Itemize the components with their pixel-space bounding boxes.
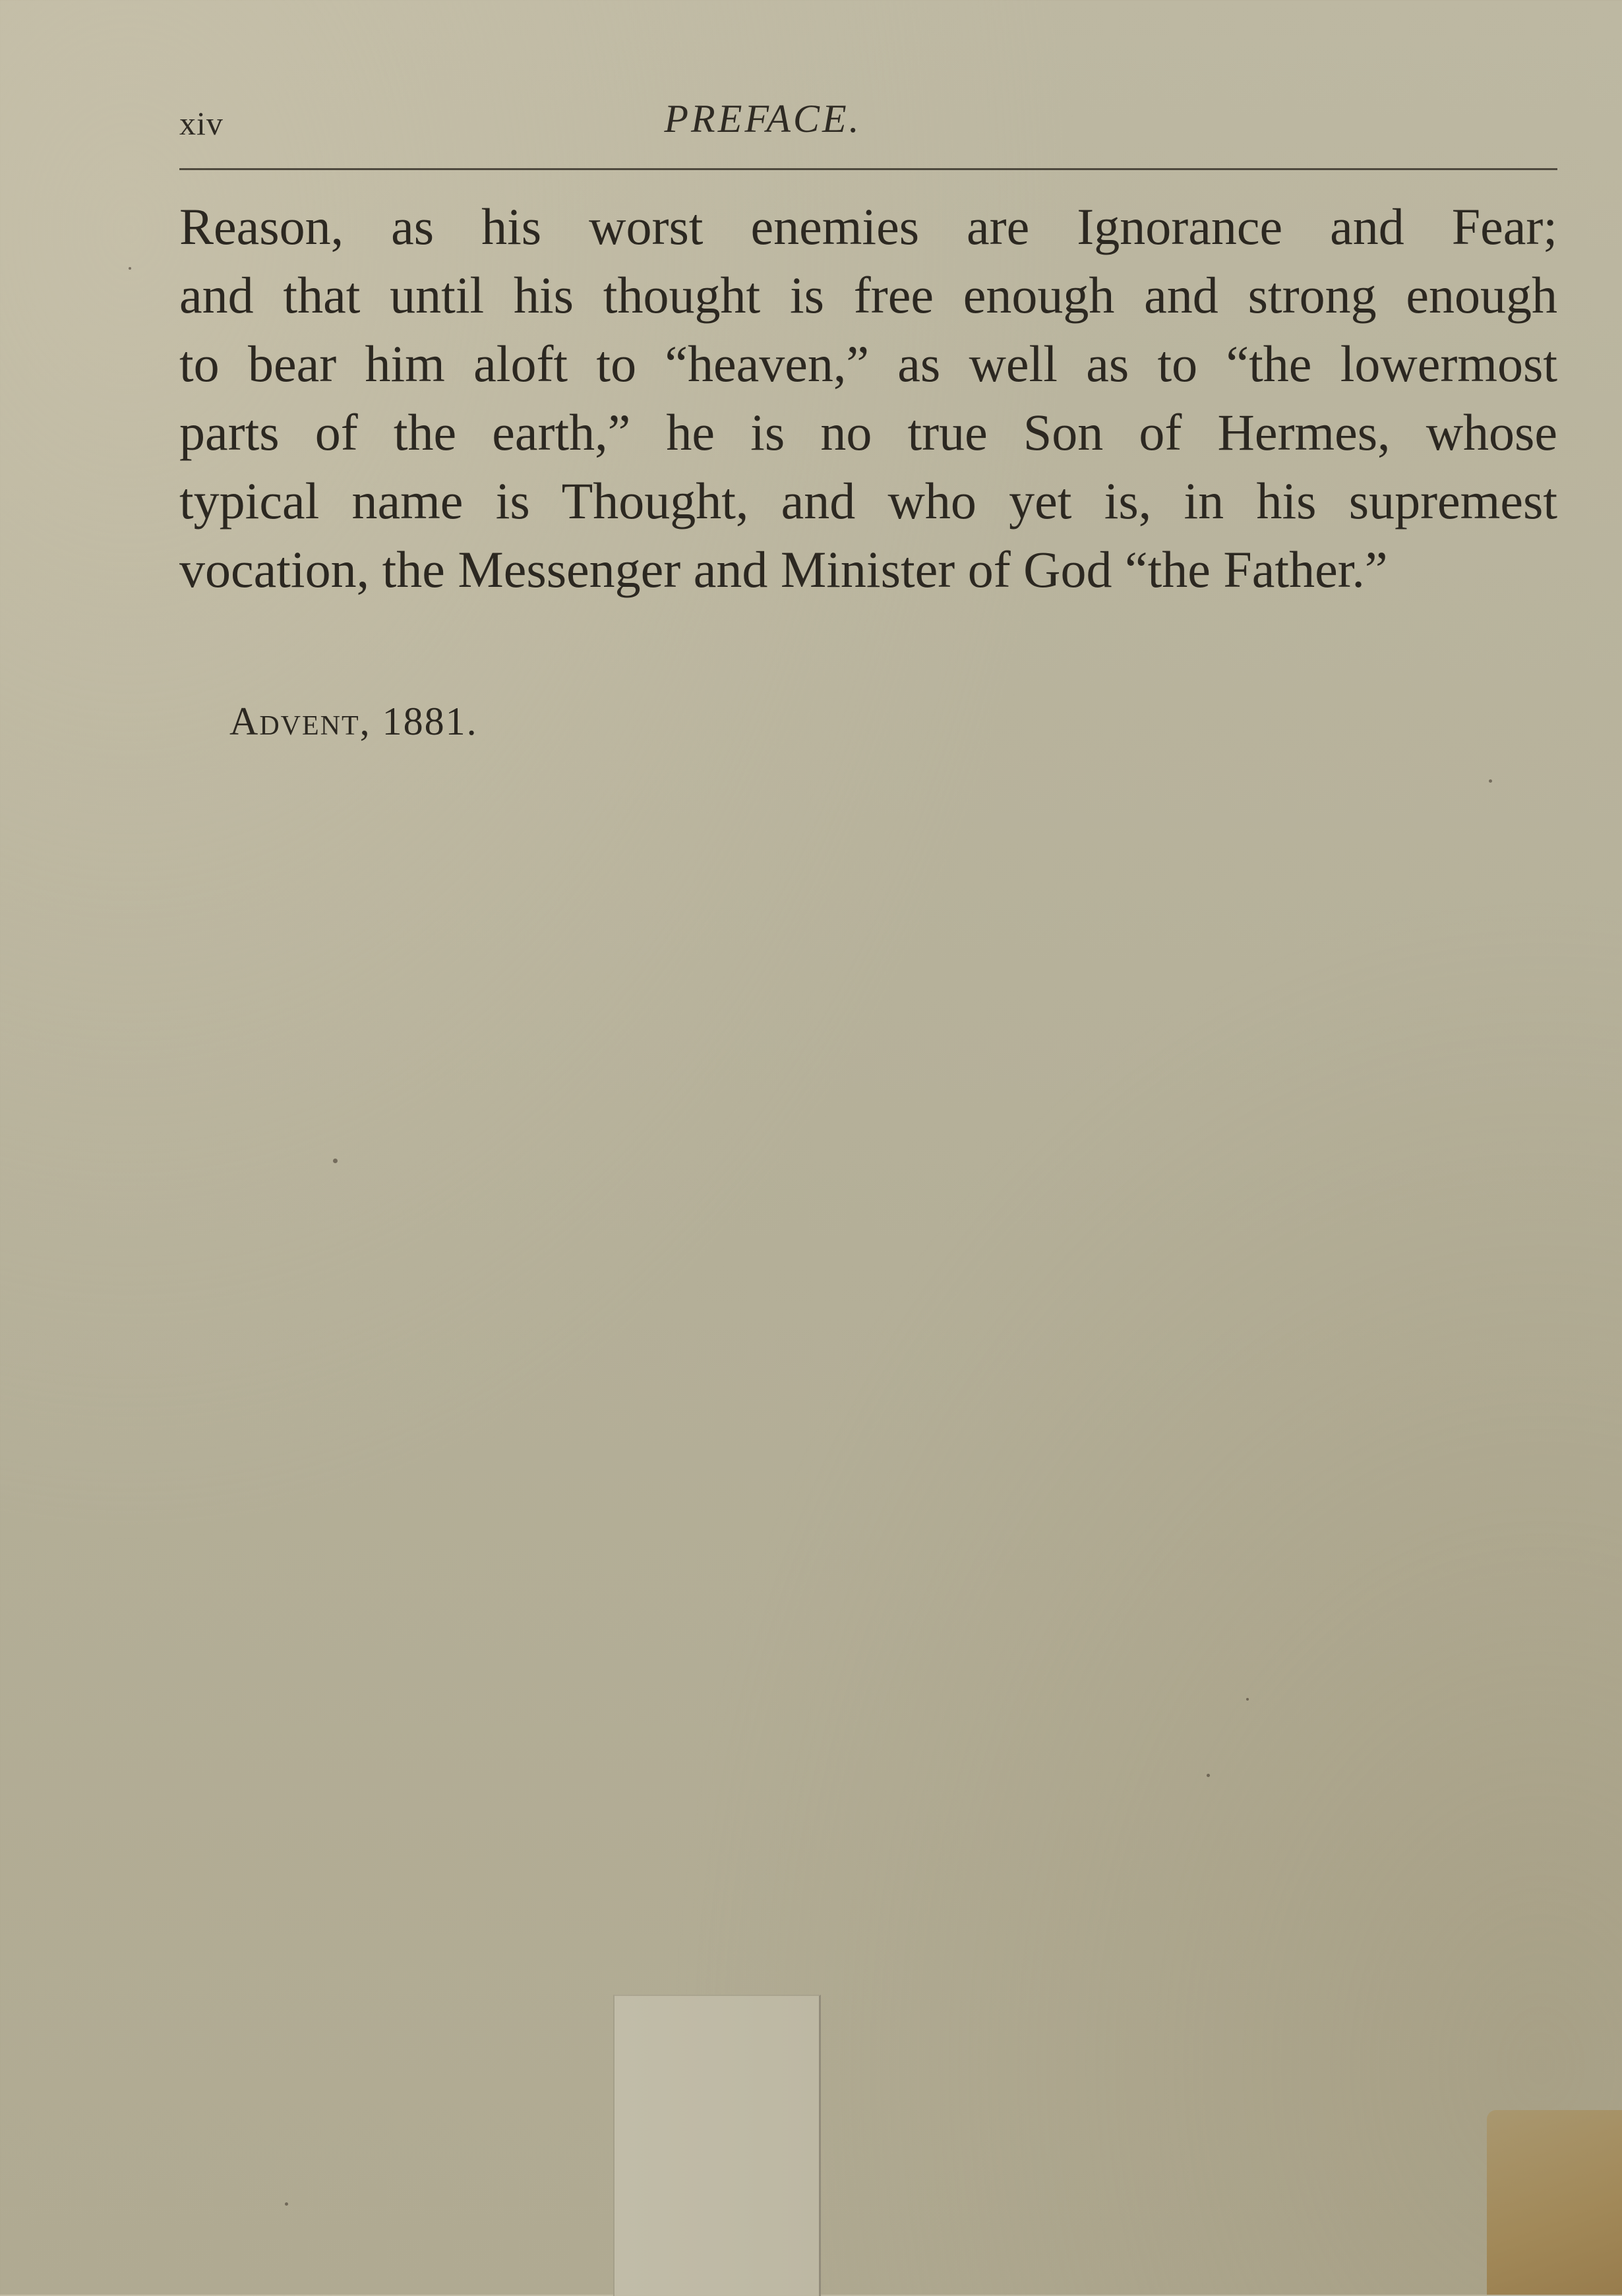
paper-speck	[1246, 1698, 1249, 1701]
paper-speck	[285, 2202, 288, 2206]
paper-speck	[129, 267, 131, 270]
paper-speck	[333, 1159, 338, 1163]
paper-tab-strip	[613, 1995, 821, 2296]
text-line: to bear him aloft to “heaven,” as well as to “the lowermost	[179, 335, 1557, 392]
date-signature: Advent, 1881.	[229, 700, 478, 743]
running-title: PREFACE.	[664, 97, 862, 140]
text-line: typical name is Thought, and who yet is, in his supremest	[179, 472, 1557, 529]
paper-speck	[1489, 779, 1492, 783]
text-line: Reason, as his worst enemies are Ignorance and Fear;	[179, 198, 1557, 255]
corner-stain	[1487, 2110, 1622, 2295]
text-line: and that until his thought is free enough and strong enough	[179, 266, 1557, 324]
paper-speck	[1207, 1774, 1210, 1777]
header-rule	[179, 168, 1557, 170]
text-line: vocation, the Messenger and Minister of God “the Father.”	[179, 541, 1388, 598]
page-number: xiv	[179, 105, 224, 142]
body-paragraph	[179, 193, 1557, 604]
text-line: parts of the earth,” he is no true Son of Hermes, whose	[179, 404, 1557, 461]
running-head	[179, 92, 1557, 152]
